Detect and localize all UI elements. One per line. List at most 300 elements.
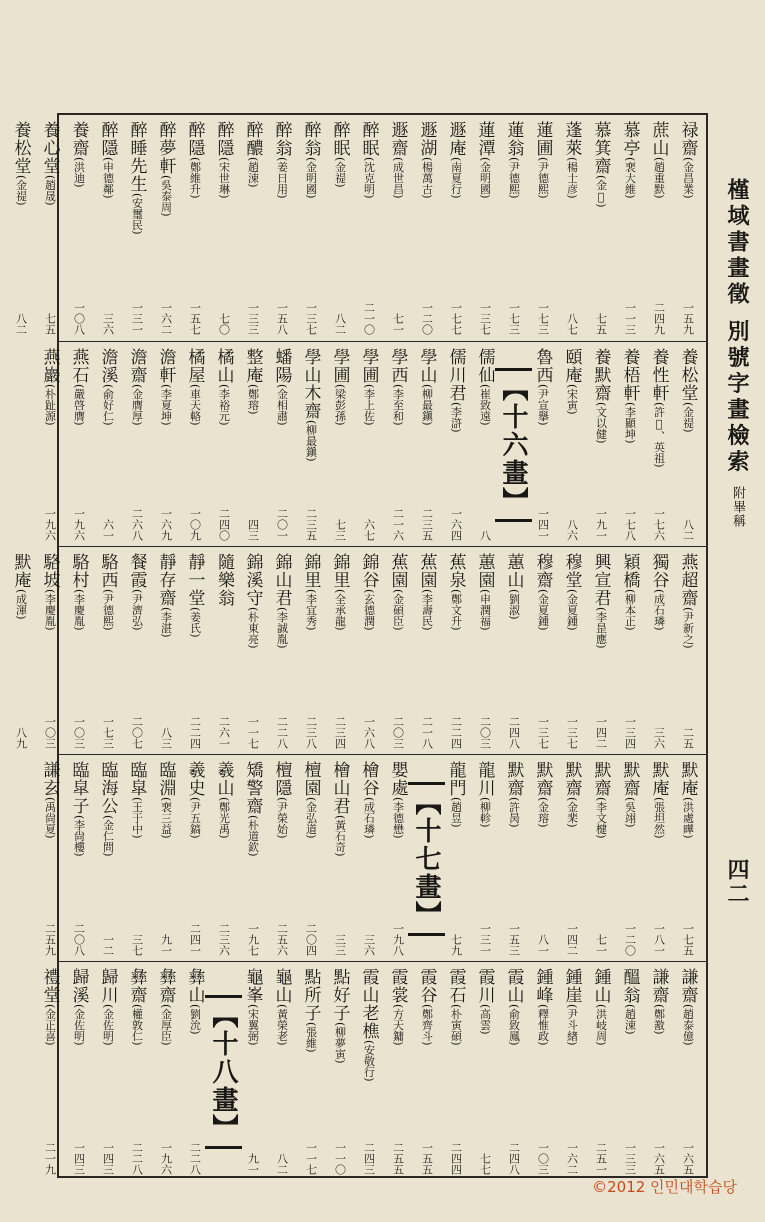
page-reference: 一九六 [43,508,57,541]
page-reference: 一三七 [536,716,550,749]
index-entry [267,553,296,749]
paren-close: ) [72,183,86,188]
paren-close: ) [652,194,666,199]
pen-name: 澹軒 [155,348,176,384]
page-reference: 二二八 [130,1142,144,1175]
pen-name: 學西 [387,348,408,384]
person-name: 金弘道 [304,801,318,835]
index-entry [499,553,528,749]
paren-open: ( [536,589,550,594]
index-entry [151,761,180,956]
page-reference: 一四二 [565,923,579,956]
index-entry [64,121,93,335]
entry-text [528,968,558,1046]
person-name: 金佐明 [72,1008,86,1042]
pen-name: 隨樂翁 [214,553,234,607]
paren-close: ) [333,1059,347,1064]
paren-close: ) [449,428,463,433]
paren-open: ( [652,797,666,802]
paren-open: ( [275,157,289,162]
heading-text: 【十八畫】 [205,995,242,1149]
paren-close: ) [449,823,463,828]
paren-open: ( [681,607,695,612]
entry-text [615,968,645,1035]
page-reference: 一三三 [246,302,260,335]
pen-name: 臨海公 [97,761,118,815]
person-name: 南夏行 [449,161,463,195]
index-entry [35,348,64,541]
paren-close: ) [130,1041,144,1046]
index-entry [499,761,528,956]
person-name: 黃榮老 [275,1008,289,1042]
person-name: 李尙樓 [72,819,86,853]
entry-text [209,121,239,199]
person-name: 成石璘 [652,593,666,627]
page-reference: 一一七 [304,1142,318,1175]
paren-open: ( [507,157,521,162]
person-name: 宋世琳 [217,161,231,195]
person-name: 金碩臣 [391,593,405,627]
index-entry [354,121,383,335]
paren-open: ( [246,384,260,389]
index-entry [93,761,122,956]
pen-name: 默庵 [10,553,31,589]
paren-close: ) [565,823,579,828]
paren-open: ( [304,589,318,594]
index-entry [586,968,615,1175]
pen-name: 興宣君 [590,553,611,607]
person-name: 趙涑 [246,161,260,184]
paren-close: ) [246,410,260,415]
pen-name: 點好子 [329,968,350,1022]
person-name: 許𫊸、英祖 [652,406,666,464]
person-name: 李慶胤 [43,593,57,627]
paren-open: ( [536,384,550,389]
paren-close: ) [362,194,376,199]
pen-name: 默齋 [503,761,524,797]
paren-open: ( [449,402,463,407]
pen-name: 遯湖 [416,121,437,157]
person-name: 金昌業 [681,161,695,195]
entry-text [499,968,529,1046]
entry-text [528,553,558,631]
person-name: 尹斗緖 [565,1008,579,1042]
person-name: 金厚臣 [159,1008,173,1042]
page-reference: 一六五 [652,1142,666,1175]
pen-name: 醉隱 [184,121,205,157]
column-group [10,121,702,335]
index-entry [296,968,325,1175]
paren-open: ( [72,589,86,594]
paren-close: ) [159,633,173,638]
pen-name: 蓮潭 [474,121,495,157]
page-reference: 一六二 [565,1142,579,1175]
paren-close: ) [623,626,637,631]
pen-name: 龜山 [271,968,292,1004]
index-entry [528,761,557,956]
person-name: 李顯坤 [623,406,637,440]
person-name: 金明國 [478,161,492,195]
paren-open: ( [101,1004,115,1009]
paren-open: ( [478,157,492,162]
paren-close: ) [681,428,695,433]
index-entry [325,761,354,956]
person-name: 金夏鍾 [536,593,550,627]
person-name: 文以健 [594,406,608,440]
paren-open: ( [681,157,695,162]
paren-open: ( [333,157,347,162]
index-entry [93,348,122,541]
paren-close: ) [333,421,347,426]
paren-open: ( [130,1004,144,1009]
paren-open: ( [565,589,579,594]
person-name: 全承龍 [333,593,347,627]
page-reference: 一九八 [391,923,405,956]
paren-close: ) [391,421,405,426]
paren-open: ( [420,589,434,594]
paren-close: ) [130,626,144,631]
page-reference: 一六四 [449,508,463,541]
pen-name: 臨淵 [155,761,176,797]
pen-name: 點所子 [300,968,321,1022]
pen-name: 蕉園 [416,553,437,589]
person-name: 安敬行 [362,1044,376,1078]
page-reference: 八三 [159,727,173,749]
index-entry [209,121,238,335]
paren-open: ( [72,157,86,162]
paren-close: ) [594,203,608,208]
entry-text [354,121,384,199]
entry-text [6,553,36,620]
index-entry [615,121,644,335]
page-reference: 一三一 [130,302,144,335]
index-entry [557,968,586,1175]
entry-text [93,121,123,199]
pen-name: 橘山 [213,348,234,384]
pen-name: 羲史 [184,761,205,797]
page-reference: 七九 [449,934,463,956]
index-entry [180,121,209,335]
person-name: 金棐 [565,801,579,824]
paren-close: ) [275,1041,289,1046]
paren-close: ) [304,1048,318,1053]
pen-name: 鍾崖 [561,968,582,1004]
index-entry [673,348,702,541]
page-reference: 八二 [14,313,28,335]
index-entry [6,553,35,749]
pen-name: 醉翁 [300,121,321,157]
paren-close: ) [362,626,376,631]
person-name: 崔致遠 [478,388,492,422]
paren-close: ) [391,194,405,199]
person-name: 鄭光禹 [217,801,231,835]
person-name: 劉淑 [507,593,521,616]
page-reference: 一〇三 [72,716,86,749]
person-name: 俞好仁 [101,388,115,422]
paren-close: ) [391,834,405,839]
paren-close: ) [681,834,695,839]
entry-text [499,553,529,620]
entry-text [470,761,500,828]
person-name: 柳最鎭 [420,388,434,422]
paren-open: ( [159,1004,173,1009]
page-reference: 二五一 [594,1142,608,1175]
index-entry [557,761,586,956]
book-title [722,178,753,528]
paren-open: ( [594,797,608,802]
paren-open: ( [333,815,347,820]
entry-text [354,761,384,839]
paren-open: ( [130,193,144,198]
paren-open: ( [159,175,173,180]
page-reference: 一九六 [159,1142,173,1175]
paren-close: ) [536,421,550,426]
person-name: 沈克明 [362,161,376,195]
index-entry [238,348,267,541]
entry-text [644,348,674,468]
paren-close: ) [43,421,57,426]
person-name: 尹德熙 [536,161,550,195]
page-reference: 七〇 [217,313,231,335]
paren-open: ( [623,402,637,407]
entry-text [673,348,703,433]
paren-open: ( [391,1004,405,1009]
entry-text [151,553,181,638]
person-name: 尹宣擧 [536,388,550,422]
pen-name: 默齋 [590,761,611,797]
index-entry [209,761,238,956]
index-entry [586,121,615,335]
person-name: 許昺 [507,801,521,824]
entry-text [441,761,471,828]
pen-name: 蓮圃 [532,121,553,157]
entry-text [470,121,500,199]
pen-name: 穆堂 [561,553,582,589]
page-reference: 二二八 [275,716,289,749]
entry-text [122,348,152,426]
person-name: 洪迪 [72,161,86,184]
person-name: 宋寅 [565,388,579,411]
pen-name: 澹齋 [126,348,147,384]
entry-text [93,553,123,631]
page-reference: 二一〇 [362,302,376,335]
pen-name: 醉醲 [242,121,263,157]
index-entry [64,553,93,749]
paren-open: ( [72,815,86,820]
page-reference: 一八一 [652,923,666,956]
entry-text [586,121,616,208]
person-name: 成世昌 [391,161,405,195]
pen-name: 檀園 [300,761,321,797]
entry-text [412,968,442,1046]
index-band [39,754,706,962]
pen-name: 慕亭 [619,121,640,157]
paren-close: ) [507,615,521,620]
paren-open: ( [478,589,492,594]
column-group [10,553,702,749]
index-entry [180,348,209,541]
index-entry [615,968,644,1175]
index-entry [6,121,35,335]
entry-text [93,348,123,426]
index-entry [499,121,528,335]
index-entry [383,121,412,335]
page-reference: 一〇三 [43,716,57,749]
page-reference: 三三 [333,934,347,956]
pen-name: 蓬萊 [561,121,582,157]
entry-text [35,761,65,839]
entry-text [354,553,384,631]
page-reference: 七一 [594,934,608,956]
person-name: 金佐明 [101,1008,115,1042]
pen-name: 錦里 [300,553,321,589]
pen-name: 檜山君 [329,761,350,815]
paren-close: ) [391,626,405,631]
pen-name: 養齋 [68,121,89,157]
pen-name: 醞翁 [619,968,640,1004]
index-band [10,115,706,341]
entry-text [325,121,355,188]
person-name: 李宜秀 [304,593,318,627]
pen-name: 霞山 [503,968,524,1004]
paren-close: ) [594,834,608,839]
index-entry [93,121,122,335]
page-reference: 七五 [594,313,608,335]
entry-text [35,348,65,426]
person-name: 柳軫 [478,801,492,824]
paren-open: ( [565,157,579,162]
page-reference: 三六 [362,934,376,956]
entry-text [615,761,645,828]
page-reference: 一九七 [246,923,260,956]
person-name: 金相肅 [275,388,289,422]
page-reference: 二二四 [449,716,463,749]
index-entry [238,553,267,749]
paren-close: ) [478,421,492,426]
page-reference: 二五 [681,727,695,749]
pen-name: 遯庵 [445,121,466,157]
pen-name: 學圃 [358,348,379,384]
paren-open: ( [43,797,57,802]
pen-name: 醉翁 [271,121,292,157]
entry-text [151,968,181,1046]
page-reference: 一五五 [420,1142,434,1175]
entry-text [325,761,355,857]
stroke-count-heading [209,968,238,1175]
pen-name: 蟠陽 [271,348,292,384]
page-reference: 一六九 [159,508,173,541]
paren-open: ( [362,384,376,389]
paren-open: ( [188,797,202,802]
page-reference: 二四九 [652,302,666,335]
paren-close: ) [188,633,202,638]
paren-close: ) [652,1030,666,1035]
pen-name: 矯警齋 [242,761,263,815]
page-reference: 七七 [478,1153,492,1175]
paren-open: ( [43,384,57,389]
index-entry [296,761,325,956]
person-name: 李至和 [391,388,405,422]
paren-open: ( [217,157,231,162]
index-entry [441,348,470,541]
paren-close: ) [217,194,231,199]
index-entry [325,348,354,541]
pen-name: 養松堂 [677,348,698,402]
pen-name: 遯齋 [387,121,408,157]
index-entry [412,121,441,335]
paren-close: ) [681,644,695,649]
pen-name: 霞山老樵 [358,968,379,1040]
page-reference: 一二 [101,934,115,956]
index-entry [412,553,441,749]
pen-name: 獨谷 [648,553,669,589]
index-entry [354,553,383,749]
paren-close: ) [478,823,492,828]
paren-close: ) [72,626,86,631]
paren-close: ) [623,823,637,828]
page-reference: 二三六 [217,923,231,956]
page-reference: 一九一 [594,508,608,541]
paren-close: ) [304,834,318,839]
entry-text [180,761,210,839]
entry-text [209,761,239,839]
paren-open: ( [333,1022,347,1027]
page-reference: 二〇八 [72,923,86,956]
paren-close: ) [362,1077,376,1082]
person-name: 柳最鎭 [304,424,318,458]
page-reference: 四三 [246,519,260,541]
paren-open: ( [594,607,608,612]
pen-name: 鍾峰 [532,968,553,1004]
page-reference: 一七三 [536,302,550,335]
index-entry [296,553,325,749]
person-name: 禹尙夏 [43,801,57,835]
paren-open: ( [217,384,231,389]
person-name: 尹濟弘 [130,593,144,627]
index-entry [615,553,644,749]
pen-name: 學山木齋 [300,348,321,420]
page-reference: 三六 [652,727,666,749]
person-name: 方天鏞 [391,1008,405,1042]
pen-name: 鍾山 [590,968,611,1004]
person-name: 洪處曄 [681,801,695,835]
entry-text [412,348,442,426]
index-entry [180,761,209,956]
entry-text [35,121,65,206]
paren-open: ( [333,589,347,594]
pen-name: 養默齋 [590,348,611,402]
person-name: 鄭維升 [188,161,202,195]
pen-name: 醉夢軒 [155,121,176,175]
entry-text [383,968,413,1046]
pen-name: 慕箕齋 [590,121,611,175]
page-reference: 一七五 [681,923,695,956]
index-entry [528,121,557,335]
pen-name: 蕙山 [503,553,524,589]
entry-text [615,553,645,631]
entry-text [615,348,645,444]
entry-text [586,553,616,649]
page-reference: 一〇三 [536,1142,550,1175]
index-entry [673,121,702,335]
paren-open: ( [188,1004,202,1009]
entry-text [644,968,674,1035]
paren-open: ( [362,589,376,594]
paren-open: ( [594,402,608,407]
paren-close: ) [565,626,579,631]
pen-name: 醉眠 [358,121,379,157]
pen-name: 謙玄 [39,761,60,797]
